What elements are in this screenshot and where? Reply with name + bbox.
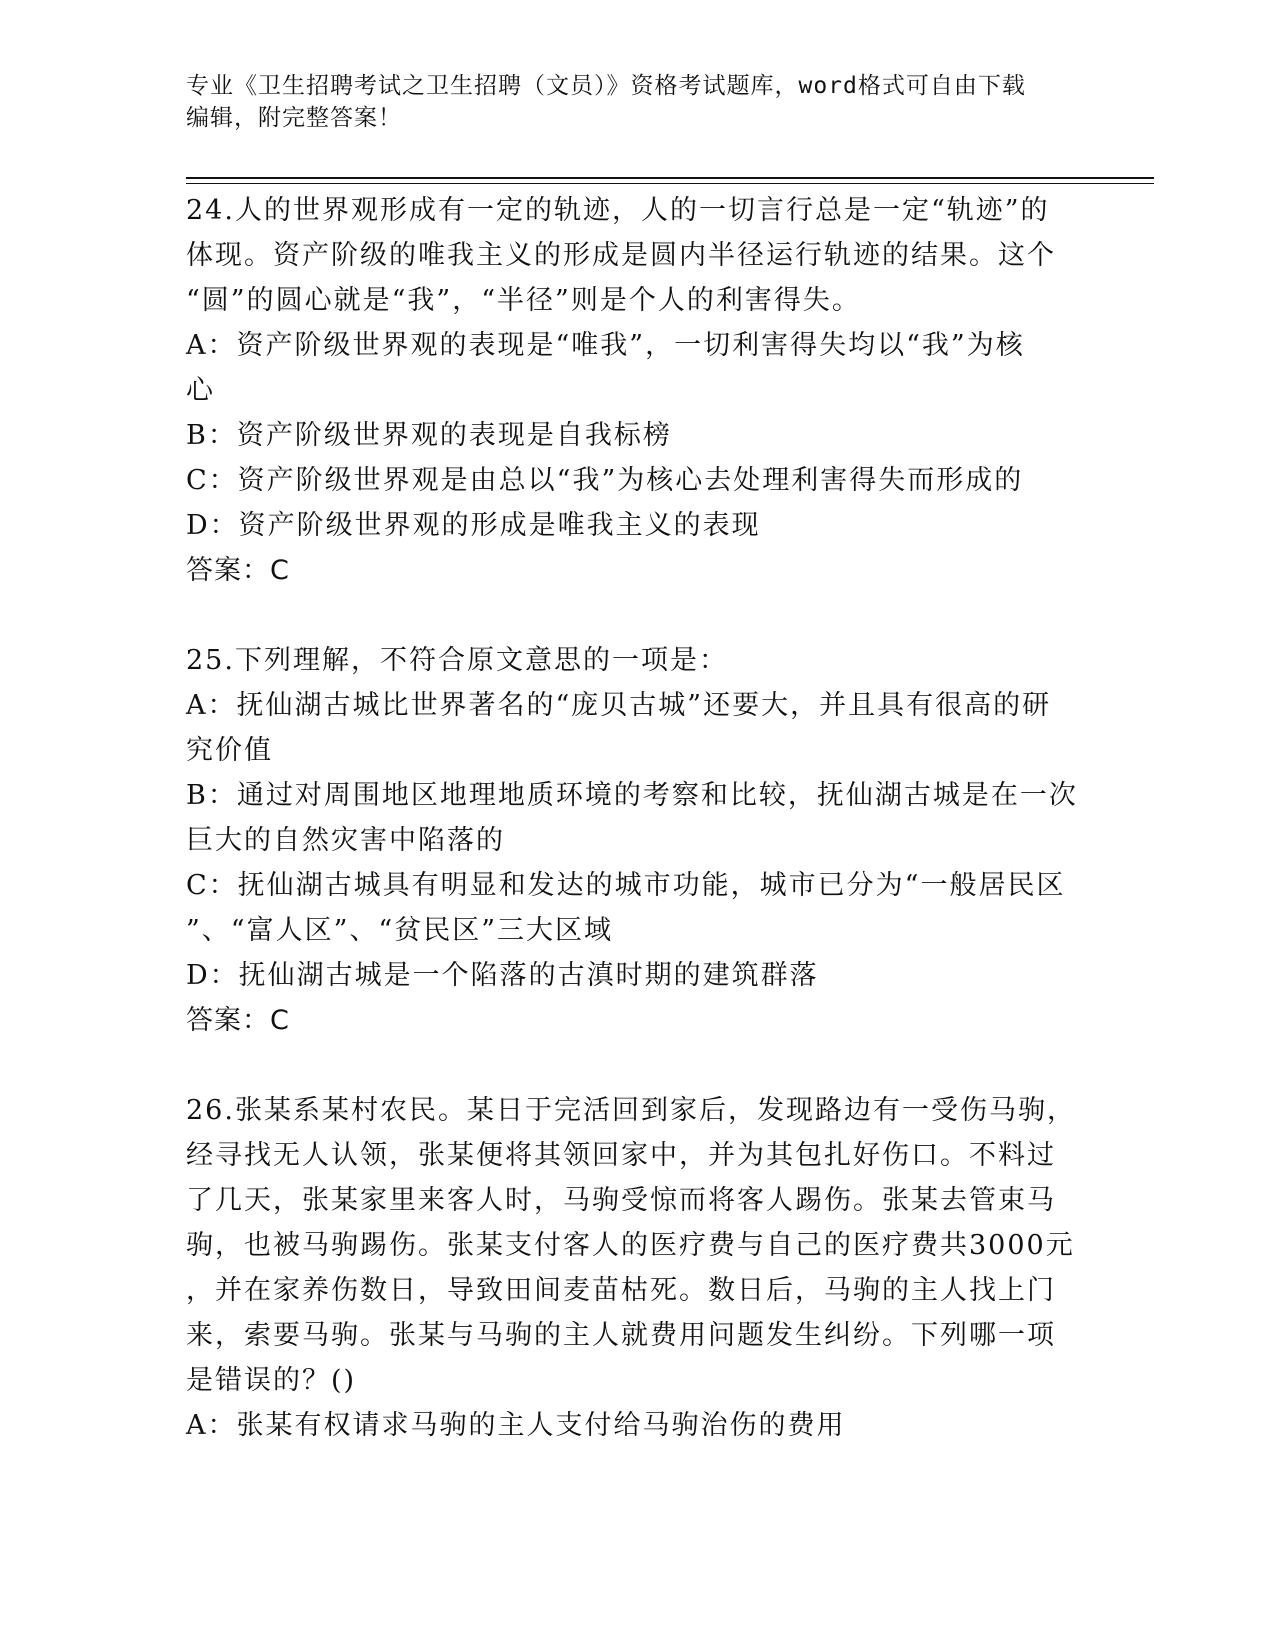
option-c: C：抚仙湖古城具有明显和发达的城市功能，城市已分为“一般居民区 xyxy=(186,870,1066,901)
header-line-1: 专业《卫生招聘考试之卫生招聘（文员）》资格考试题库，word格式可自由下载 xyxy=(186,73,1026,99)
option-d: D：资产阶级世界观的形成是唯我主义的表现 xyxy=(186,510,761,541)
question-stem-line: ，并在家养伤数日，导致田间麦苗枯死。数日后，马驹的主人找上门 xyxy=(186,1275,1056,1306)
option-a-continued: 心 xyxy=(186,375,215,406)
question-stem-line: 驹，也被马驹踢伤。张某支付客人的医疗费与自己的医疗费共3000元 xyxy=(186,1230,1075,1261)
question-25 xyxy=(186,638,1086,1043)
question-stem-line: 体现。资产阶级的唯我主义的形成是圆内半径运行轨迹的结果。这个 xyxy=(186,240,1056,271)
option-b-continued: 巨大的自然灾害中陷落的 xyxy=(186,825,505,856)
option-a: A：资产阶级世界观的表现是“唯我”，一切利害得失均以“我”为核 xyxy=(186,330,1025,361)
question-stem-line: 24.人的世界观形成有一定的轨迹，人的一切言行总是一定“轨迹”的 xyxy=(186,195,1050,226)
question-stem-line: 是错误的？() xyxy=(186,1365,357,1396)
option-a: A：抚仙湖古城比世界著名的“庞贝古城”还要大，并且具有很高的研 xyxy=(186,690,1052,721)
question-spacer xyxy=(186,1043,1086,1088)
answer: 答案：C xyxy=(186,1005,290,1036)
document-header xyxy=(186,70,1086,134)
question-26 xyxy=(186,1088,1086,1448)
option-b: B：资产阶级世界观的表现是自我标榜 xyxy=(186,420,672,451)
question-spacer xyxy=(186,593,1086,638)
question-stem-line: 了几天，张某家里来客人时，马驹受惊而将客人踢伤。张某去管束马 xyxy=(186,1185,1056,1216)
question-stem-line: 25.下列理解，不符合原文意思的一项是： xyxy=(186,645,728,676)
header-line-2: 编辑，附完整答案！ xyxy=(186,105,402,131)
option-d: D：抚仙湖古城是一个陷落的古滇时期的建筑群落 xyxy=(186,960,819,991)
answer: 答案：C xyxy=(186,555,290,586)
question-list xyxy=(186,188,1086,1448)
question-stem-line: 26.张某系某村农民。某日于完活回到家后，发现路边有一受伤马驹， xyxy=(186,1095,1076,1126)
option-a-continued: 究价值 xyxy=(186,735,273,766)
question-stem-line: 来，索要马驹。张某与马驹的主人就费用问题发生纠纷。下列哪一项 xyxy=(186,1320,1056,1351)
option-b: B：通过对周围地区地理地质环境的考察和比较，抚仙湖古城是在一次 xyxy=(186,780,1078,811)
question-stem-line: “圆”的圆心就是“我”，“半径”则是个人的利害得失。 xyxy=(186,285,861,316)
question-stem-line: 经寻找无人认领，张某便将其领回家中，并为其包扎好伤口。不料过 xyxy=(186,1140,1056,1171)
option-c-continued: ”、“富人区”、“贫民区”三大区域 xyxy=(186,915,614,946)
option-c: C：资产阶级世界观是由总以“我”为核心去处理利害得失而形成的 xyxy=(186,465,1024,496)
option-a: A：张某有权请求马驹的主人支付给马驹治伤的费用 xyxy=(186,1410,846,1441)
header-rule-thin xyxy=(186,183,1154,184)
header-rule-thick xyxy=(186,177,1154,179)
question-24 xyxy=(186,188,1086,593)
